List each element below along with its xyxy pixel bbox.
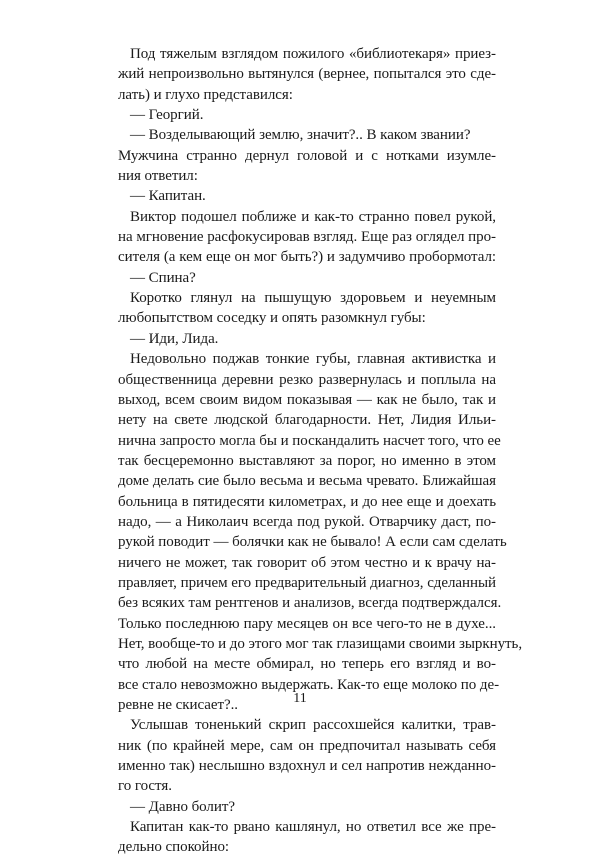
text-line: Нет, вообще-то и до этого мог так глазищами своими зыркнуть, [118, 635, 523, 652]
text-line: так бесцеремонно выставляют за порог, но именно в этом [118, 452, 496, 469]
text-line: ния ответил: [118, 168, 198, 185]
text-line: — Спина? [130, 269, 196, 286]
text-line: доме делать сие было весьма и весьма чревато. Ближайшая [118, 473, 496, 490]
text-line: — Георгий. [130, 107, 204, 124]
text-line: на мгновение расфокусировав взгляд. Еще раз оглядел про- [118, 229, 496, 246]
text-line: Недовольно поджав тонкие губы, главная активистка и [130, 351, 496, 368]
text-line: жий непроизвольно вытянулся (вернее, попытался это сде- [118, 66, 496, 83]
text-line: — Иди, Лида. [130, 330, 219, 347]
text-line: рукой поводит — болячки как не бывало! А если сам сделать [118, 534, 507, 551]
text-line: лать) и глухо представился: [118, 86, 293, 103]
text-line: — Возделывающий землю, значит?.. В каком звании? [130, 127, 471, 144]
text-line: правляет, причем его предварительный диагноз, сделанный [118, 574, 496, 591]
text-line: именно так) неслышно вздохнул и сел напротив нежданно- [118, 758, 496, 775]
text-line: любопытством соседку и опять разомкнул губы: [118, 310, 426, 327]
text-line: надо, — а Николаич всегда под рукой. Отварчику даст, по- [118, 513, 496, 530]
text-line: — Давно болит? [130, 798, 235, 815]
text-line: нична запросто могла бы и поскандалить насчет того, что ее [118, 432, 501, 449]
text-line: без всяких там рентгенов и анализов, всегда подтверждался. [118, 595, 502, 612]
text-line: дельно спокойно: [118, 839, 230, 856]
text-line: — Капитан. [130, 188, 206, 205]
text-line: Только последнюю пару месяцев он все чего-то не в духе... [118, 615, 496, 632]
page-body-text [118, 44, 523, 858]
text-line: что любой на месте обмирал, но теперь его взгляд и во- [118, 656, 496, 673]
page-number: 11 [293, 691, 307, 706]
text-line: Услышав тоненький скрип рассохшейся калитки, трав- [130, 717, 496, 734]
text-line: выход, всем своим видом показывая — как не было, так и [118, 391, 496, 408]
text-line: Под тяжелым взглядом пожилого «библиотекаря» приез- [130, 46, 496, 62]
text-line: общественница деревни резко развернулась и поплыла на [118, 371, 496, 388]
text-line: Мужчина странно дернул головой и с нотками изумле- [118, 147, 496, 164]
text-line: больница в пятидесяти километрах, и до нее еще и доехать [118, 493, 496, 510]
text-line: все стало невозможно выдержать. Как-то еще молоко по де- [118, 676, 500, 693]
text-line: нету на свете людской благодарности. Нет, Лидия Ильи- [118, 412, 496, 429]
text-line: сителя (а кем еще он мог быть?) и задумчиво пробормотал: [118, 249, 496, 266]
text-line: Виктор подошел поближе и как-то странно повел рукой, [130, 208, 496, 225]
text-line: Капитан как-то рвано кашлянул, но ответил все же пре- [130, 819, 496, 836]
text-line: го гостя. [118, 778, 172, 795]
text-line: ревне не скисает?.. [118, 697, 239, 713]
text-line: ничего не может, так говорит об этом честно и к врачу на- [118, 554, 496, 571]
text-line: ник (по крайней мере, сам он предпочитал называть себя [118, 737, 496, 754]
text-line: Коротко глянул на пышущую здоровьем и неуемным [130, 290, 496, 307]
